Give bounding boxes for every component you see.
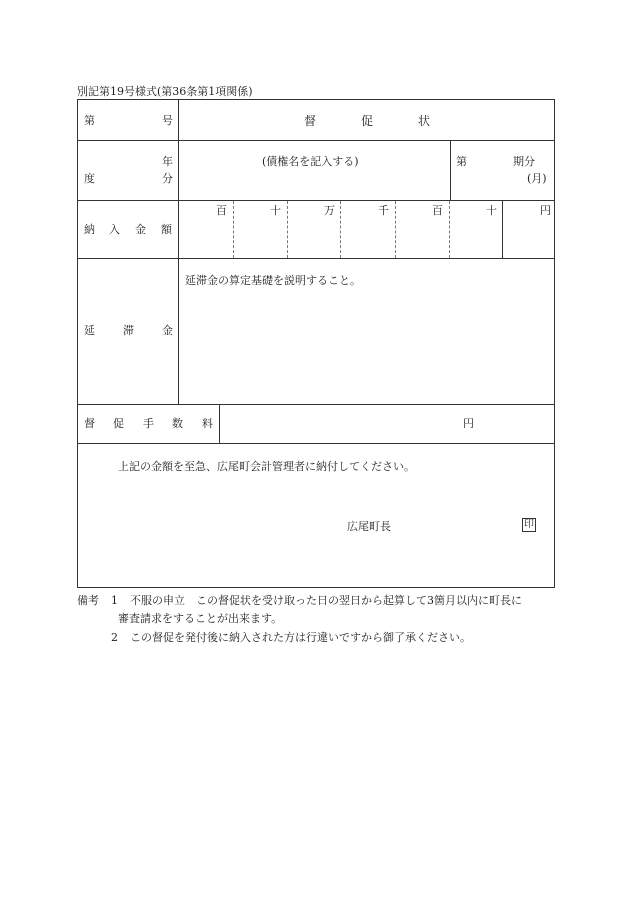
divider — [77, 404, 555, 405]
digit-separator — [287, 201, 288, 258]
digit-label: 百 — [216, 204, 227, 217]
digit-label: 千 — [378, 204, 389, 217]
note-2-text: この督促を発付後に納入された方は行違いですから御了承ください。 — [130, 631, 471, 644]
digit-separator — [233, 201, 234, 258]
digit-label: 百 — [432, 204, 443, 217]
payment-notice: 上記の金額を至急、広尾町会計管理者に納付してください。 — [118, 460, 415, 473]
amount-label: 金 — [135, 223, 146, 236]
document-title: 促 — [361, 114, 374, 128]
notes-prefix: 備考 — [77, 594, 99, 607]
fiscal-label: 度 — [84, 172, 95, 185]
fee-label: 督 — [84, 417, 95, 430]
note-2-number: 2 — [111, 631, 118, 644]
fee-unit: 円 — [463, 417, 474, 430]
digit-separator — [340, 201, 341, 258]
digit-label: 万 — [324, 204, 335, 217]
late-fee-label: 金 — [162, 324, 173, 337]
late-fee-label: 延 — [84, 324, 95, 337]
late-fee-instruction: 延滞金の算定基礎を説明すること。 — [185, 274, 361, 287]
number-label-last: 号 — [162, 114, 173, 127]
form-table — [77, 99, 555, 588]
fee-label: 促 — [113, 417, 124, 430]
digit-separator — [395, 201, 396, 258]
late-fee-label: 滞 — [123, 324, 134, 337]
period-suffix: 期分 — [513, 155, 535, 168]
form-label: 別記第19号様式(第36条第1項関係) — [77, 85, 253, 98]
period-prefix: 第 — [456, 155, 467, 168]
digit-separator — [502, 201, 503, 258]
amount-label: 納 — [84, 223, 95, 236]
divider — [77, 443, 555, 444]
fee-label: 手 — [143, 417, 154, 430]
divider — [219, 404, 220, 443]
divider — [178, 99, 179, 404]
document-title: 督 — [304, 114, 317, 128]
fee-label: 料 — [202, 417, 213, 430]
digit-label: 十 — [486, 204, 497, 217]
number-label-first: 第 — [84, 114, 95, 127]
fee-label: 数 — [172, 417, 183, 430]
digit-separator — [449, 201, 450, 258]
divider — [77, 140, 555, 141]
amount-label: 額 — [161, 223, 172, 236]
note-1-line-1: 不服の申立 この督促状を受け取った日の翌日から起算して3箇月以内に町長に — [130, 594, 522, 607]
digit-label: 円 — [540, 204, 551, 217]
amount-label: 入 — [109, 223, 120, 236]
signer-label: 広尾町長 — [347, 520, 391, 533]
note-1-number: 1 — [111, 594, 118, 607]
divider — [77, 200, 555, 201]
seal-mark: 印 — [524, 519, 534, 530]
category-label: 分 — [162, 172, 173, 185]
claim-name-placeholder: (債権名を記入する) — [262, 155, 359, 168]
note-1-line-2: 審査請求をすることが出来ます。 — [118, 612, 283, 625]
month-label: (月) — [527, 172, 547, 185]
divider — [77, 258, 555, 259]
digit-label: 十 — [270, 204, 281, 217]
document-title: 状 — [418, 114, 431, 128]
year-label: 年 — [162, 155, 173, 168]
divider — [450, 140, 451, 200]
